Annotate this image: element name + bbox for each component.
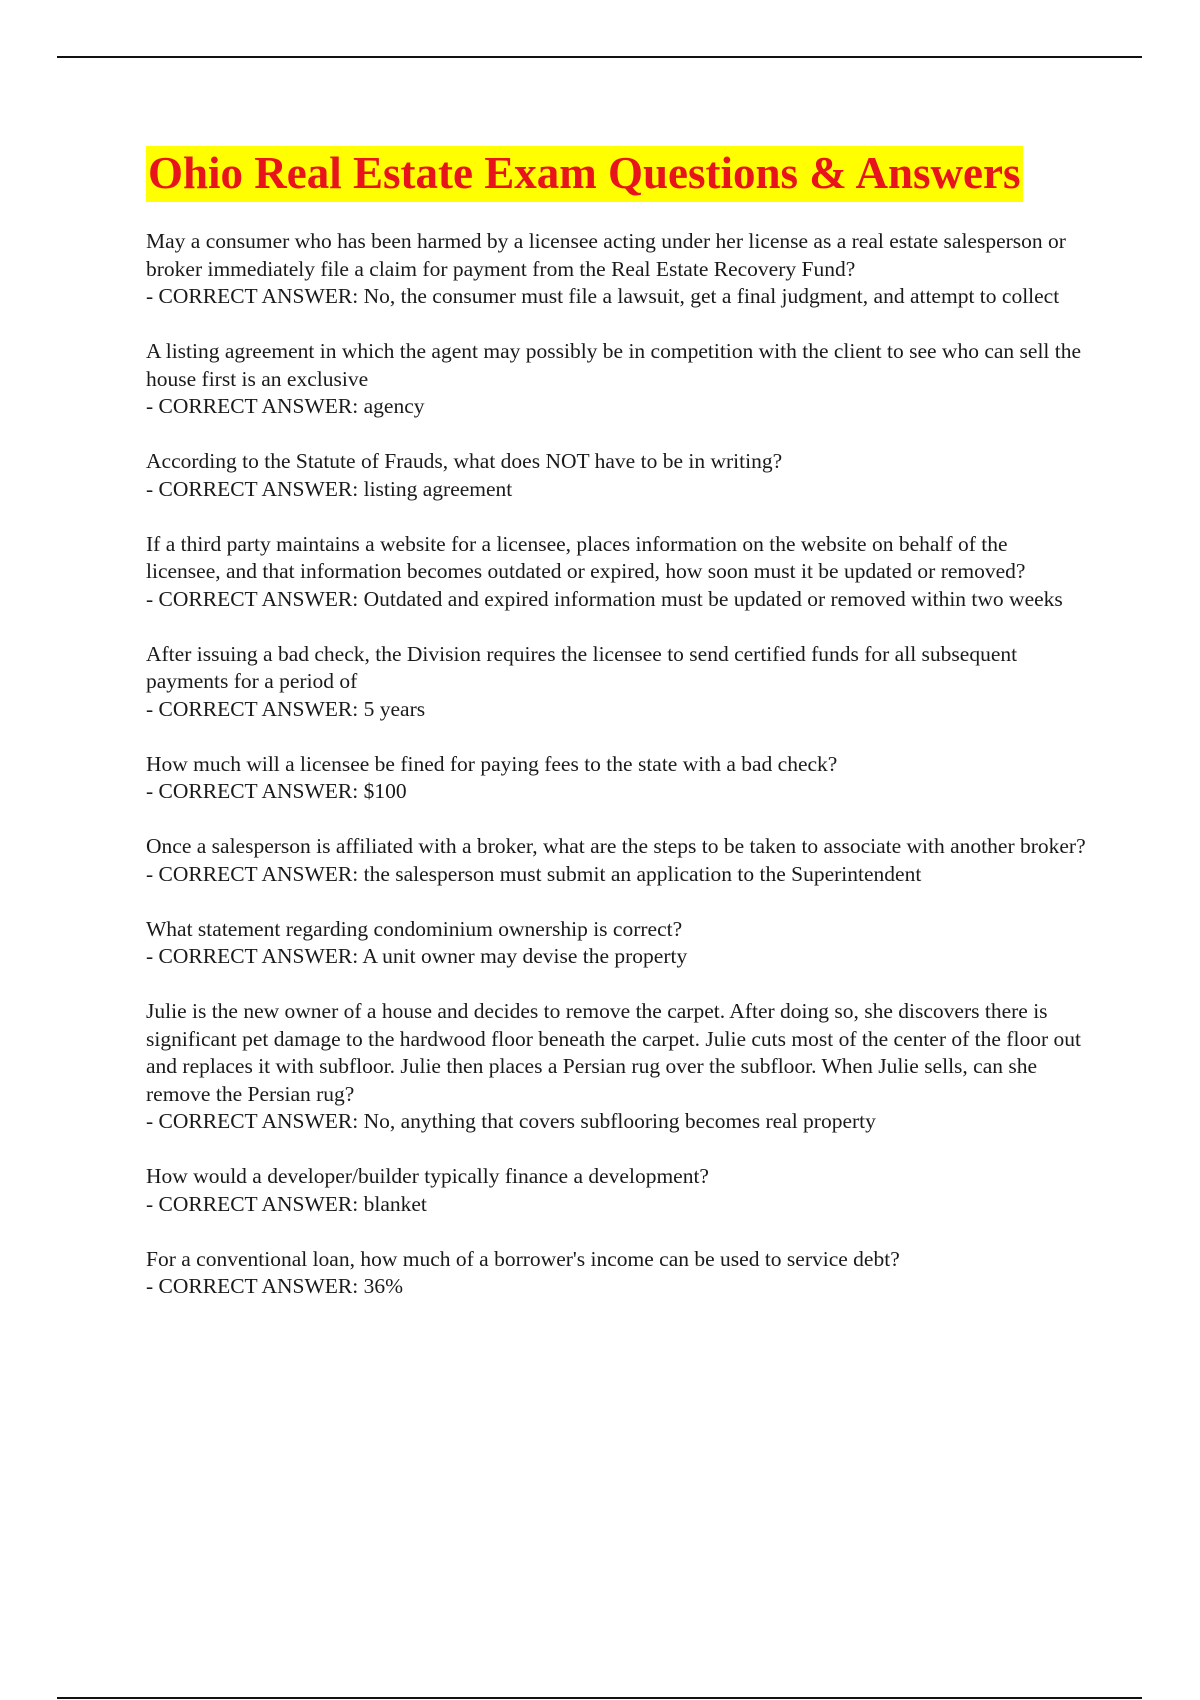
- question-text: After issuing a bad check, the Division requires the licensee to send certified funds for all subsequent payments for a period of: [146, 641, 1018, 693]
- qa-item: [146, 751, 1086, 806]
- qa-item: [146, 1163, 1086, 1218]
- answer-text: - CORRECT ANSWER: agency: [146, 394, 425, 418]
- question-text: For a conventional loan, how much of a borrower's income can be used to service debt?: [146, 1246, 900, 1271]
- answer-text: - CORRECT ANSWER: No, the consumer must file a lawsuit, get a final judgment, and attempt to collect: [146, 284, 1060, 308]
- title-highlight: [146, 146, 1023, 202]
- question-text: According to the Statute of Frauds, what does NOT have to be in writing?: [146, 449, 783, 473]
- qa-item: [146, 916, 1086, 971]
- question-text: How would a developer/builder typically finance a development?: [146, 1164, 709, 1188]
- question-text: If a third party maintains a website for a licensee, places information on the website on behalf of the licensee, and that information becomes outdated or expired, how soon must it be updated or removed?: [146, 531, 1026, 583]
- question-text: A listing agreement in which the agent may possibly be in competition with the client to see who can sell the house first is an exclusive: [146, 339, 1082, 391]
- answer-text: - CORRECT ANSWER: Outdated and expired information must be updated or removed within two weeks: [146, 586, 1063, 611]
- question-text: Once a salesperson is affiliated with a broker, what are the steps to be taken to associate with another broker?: [146, 834, 1086, 858]
- qa-item: [146, 998, 1086, 1136]
- qa-item: [146, 531, 1086, 614]
- answer-text: - CORRECT ANSWER: listing agreement: [146, 476, 513, 501]
- qa-item: [146, 338, 1086, 421]
- top-rule: [57, 56, 1142, 58]
- document-title: Ohio Real Estate Exam Questions & Answers: [148, 148, 1021, 198]
- question-text: How much will a licensee be fined for paying fees to the state with a bad check?: [146, 751, 838, 776]
- answer-text: - CORRECT ANSWER: A unit owner may devise the property: [146, 944, 688, 968]
- qa-list: [146, 228, 1086, 1301]
- answer-text: - CORRECT ANSWER: $100: [146, 779, 407, 803]
- answer-text: - CORRECT ANSWER: 5 years: [146, 696, 426, 721]
- qa-item: [146, 448, 1086, 503]
- qa-item: [146, 1246, 1086, 1301]
- answer-text: - CORRECT ANSWER: blanket: [146, 1191, 427, 1216]
- answer-text: - CORRECT ANSWER: 36%: [146, 1274, 404, 1298]
- qa-item: [146, 641, 1086, 724]
- qa-item: [146, 833, 1086, 888]
- answer-text: - CORRECT ANSWER: No, anything that covers subflooring becomes real property: [146, 1109, 876, 1133]
- question-text: Julie is the new owner of a house and decides to remove the carpet. After doing so, she discovers there is significant pet damage to the hardwood floor beneath the carpet. Julie cuts most of the center of the floor out and replaces it with subfloor. Julie then places a Persian rug over the subfloor. When Julie sells, can she remove the Persian rug?: [146, 999, 1081, 1106]
- question-text: What statement regarding condominium ownership is correct?: [146, 916, 683, 941]
- question-text: May a consumer who has been harmed by a licensee acting under her license as a real estate salesperson or broker immediately file a claim for payment from the Real Estate Recovery Fund?: [146, 229, 1066, 281]
- document-body: [146, 146, 1086, 1328]
- answer-text: - CORRECT ANSWER: the salesperson must submit an application to the Superintendent: [146, 861, 922, 886]
- qa-item: [146, 228, 1086, 311]
- bottom-rule: [57, 1697, 1142, 1699]
